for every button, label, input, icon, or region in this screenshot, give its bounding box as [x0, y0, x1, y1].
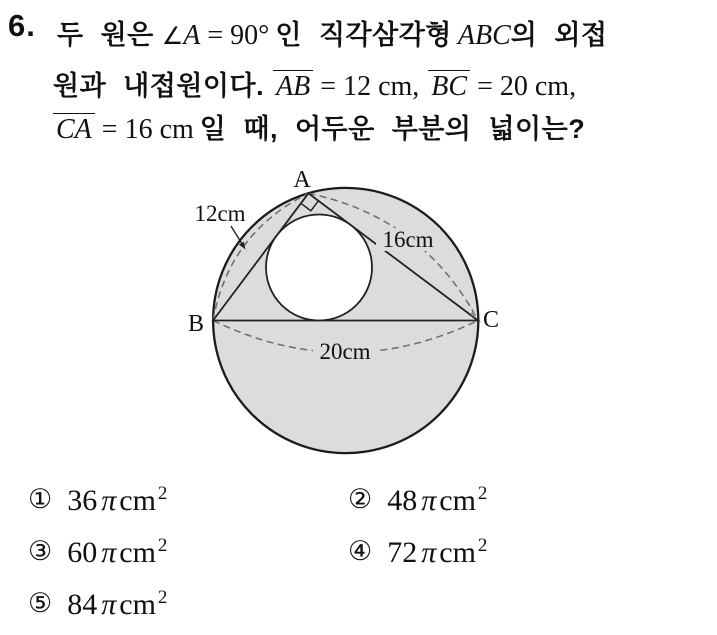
question-number: 6. — [8, 8, 36, 43]
problem-korean-4: 원과 내접원이다. — [53, 71, 265, 101]
geometry-figure — [150, 160, 580, 475]
math-eq-20cm: = 20 cm, — [470, 71, 577, 102]
choice-5[interactable] — [28, 588, 167, 622]
choice-5-value: 84 — [67, 588, 98, 621]
problem-text-line1 — [57, 13, 608, 52]
vertex-label-a: A — [293, 167, 311, 193]
vertex-label-c: C — [482, 307, 500, 333]
choice-2-value: 48 — [387, 484, 418, 517]
choice-4[interactable] — [348, 536, 487, 570]
angle-symbol: ∠ — [161, 22, 184, 50]
choice-1-pi: π — [101, 484, 117, 517]
incircle — [266, 215, 372, 321]
choice-4-exponent: 2 — [477, 535, 488, 556]
choice-2[interactable] — [348, 484, 487, 518]
problem-korean-2: 인 직각삼각형 — [275, 20, 452, 50]
choice-1-unit: cm — [119, 484, 156, 517]
choice-3-marker: ③ — [28, 536, 53, 566]
problem-korean-3: 의 외접 — [510, 20, 608, 50]
choice-3-pi: π — [101, 536, 117, 569]
choice-5-exponent: 2 — [157, 587, 168, 608]
label-12cm-arrow — [231, 226, 242, 243]
choice-1[interactable] — [28, 484, 167, 518]
choice-2-unit: cm — [439, 484, 476, 517]
segment-BC-overline: BC — [428, 70, 470, 101]
tangent-dot — [471, 312, 475, 316]
choice-1-exponent: 2 — [157, 483, 168, 504]
choice-1-marker: ① — [28, 484, 53, 514]
choice-3-unit: cm — [119, 536, 156, 569]
math-eq-90deg: = 90° — [200, 20, 270, 51]
side-label-20cm: 20cm — [319, 339, 371, 364]
choice-2-pi: π — [421, 484, 437, 517]
choice-4-unit: cm — [439, 536, 476, 569]
problem-korean-5: 일 때, 어두운 부분의 넓이는? — [199, 114, 586, 144]
problem-korean-1: 두 원은 — [57, 20, 154, 50]
segment-AB-overline: AB — [273, 70, 313, 101]
choice-4-value: 72 — [387, 536, 418, 569]
choice-4-marker: ④ — [348, 536, 373, 566]
math-var-A: A — [183, 20, 201, 51]
choice-2-marker: ② — [348, 484, 373, 514]
side-label-16cm: 16cm — [382, 227, 434, 252]
choice-5-pi: π — [101, 588, 117, 621]
segment-CA-overline: CA — [53, 113, 95, 144]
problem-text-line3 — [53, 107, 585, 146]
choice-4-pi: π — [421, 536, 437, 569]
choice-5-marker: ⑤ — [28, 588, 53, 618]
math-eq-16cm: = 16 cm — [94, 114, 194, 145]
math-eq-12cm: = 12 cm, — [313, 71, 420, 102]
choice-3[interactable] — [28, 536, 167, 570]
vertex-label-b: B — [187, 311, 205, 337]
choice-2-exponent: 2 — [477, 483, 488, 504]
problem-text-line2 — [53, 64, 576, 103]
math-var-ABC: ABC — [457, 20, 511, 51]
choice-5-unit: cm — [119, 588, 156, 621]
choice-1-value: 36 — [67, 484, 98, 517]
choice-3-value: 60 — [67, 536, 98, 569]
side-label-12cm: 12cm — [194, 201, 246, 226]
choice-3-exponent: 2 — [157, 535, 168, 556]
